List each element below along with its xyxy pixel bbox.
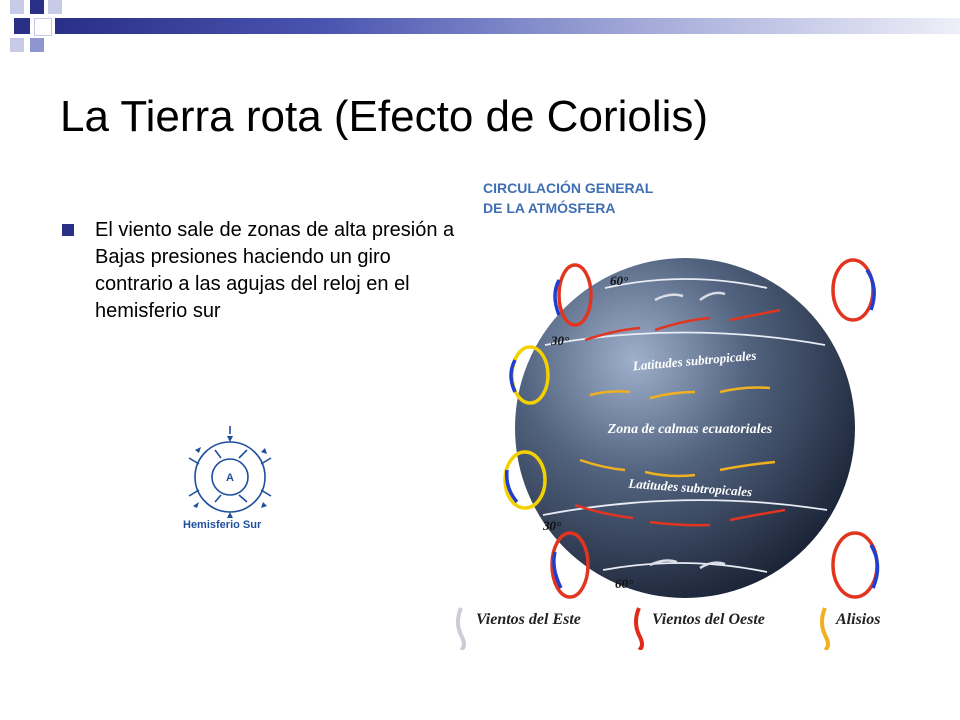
latitude-label-30-top: 30° [551,333,570,348]
bullet-marker [62,224,74,236]
wind-arrow [189,458,199,464]
legend-label-west: Vientos del Oeste [652,611,765,628]
arrowhead [195,447,201,453]
legend-swatch-east [458,608,464,650]
wind-arrow [261,490,271,496]
header-gradient-bar [55,18,960,34]
hemisphere-caption: Hemisferio Sur [183,519,262,531]
circulation-cell-right-top [833,260,873,320]
legend-swatch-west [636,608,642,650]
center-pressure-label: A [226,472,234,484]
arrowhead [227,436,233,442]
deco-square [10,0,24,14]
legend-label-east: Vientos del Este [476,611,581,628]
figure-title-line-1: CIRCULACIÓN GENERAL [483,180,654,196]
wind-arrow [189,490,199,496]
arrowhead [227,512,233,518]
wind-arrow [261,458,271,464]
figure-title-line-2: DE LA ATMÓSFERA [483,200,616,216]
band-label-upper: Latitudes subtropicales [632,347,757,374]
deco-square [14,18,30,34]
latitude-label-60-top: 60° [610,273,629,288]
slide-title: La Tierra rota (Efecto de Coriolis) [60,92,709,141]
legend-swatch-trade [822,608,828,650]
deco-square [34,18,52,36]
circulation-cell-right-bottom [833,533,877,597]
latitude-label-30-bottom: 30° [543,518,562,533]
wind-arrow [215,495,221,502]
deco-square [30,0,44,14]
atmospheric-circulation-diagram [455,170,925,650]
arrowhead [261,502,267,508]
arrowhead [261,448,267,454]
bullet-text: El viento sale de zonas de alta presión a Bajas presiones haciendo un giro contrario a las agujas del reloj en el hemisferio sur [95,219,455,322]
deco-square [30,38,44,52]
latitude-label-60-bottom: 60° [615,576,634,591]
arrowhead [193,502,199,508]
wind-arrow [215,450,221,458]
legend-label-trade: Alisios [836,611,881,628]
wind-arrow [239,450,247,458]
deco-square [10,38,24,52]
band-label-center: Zona de calmas ecuatoriales [607,422,773,437]
wind-arrow [239,495,247,502]
band-label-lower: Latitudes subtropicales [628,475,753,500]
slide-header-decoration [0,0,960,60]
deco-square [48,0,62,14]
